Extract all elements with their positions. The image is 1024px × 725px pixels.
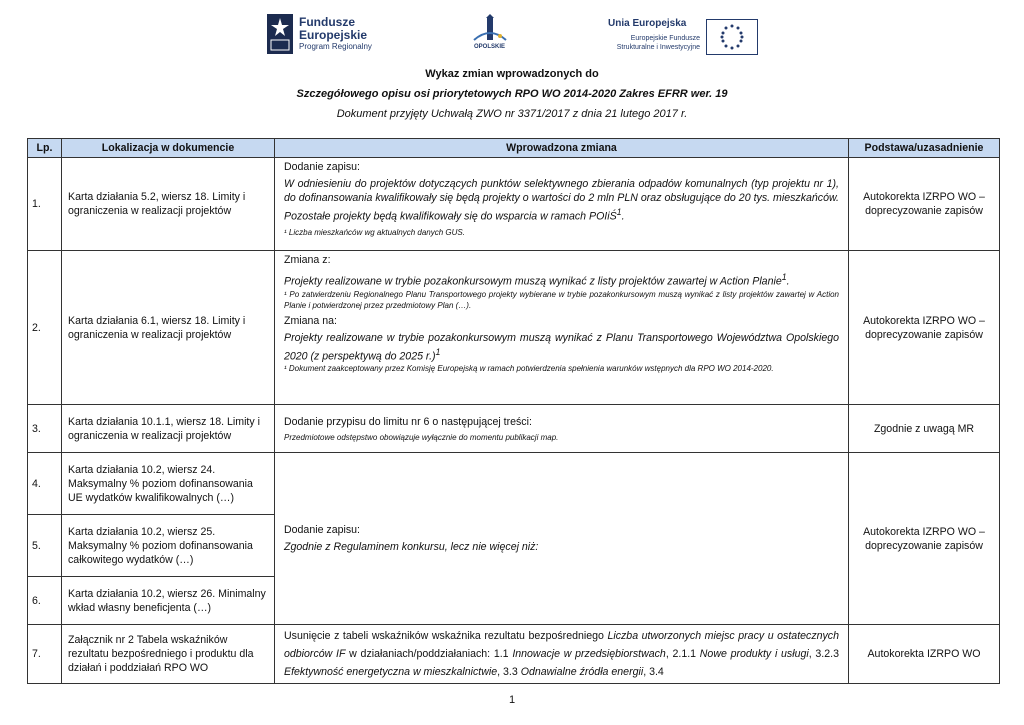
fundusze-europejskie-logo: [267, 14, 387, 60]
row-lp: 7.: [28, 625, 62, 684]
change-to-head: Zmiana na:: [284, 314, 337, 327]
change-from-head: Zmiana z:: [284, 254, 331, 266]
document-titles: [0, 68, 1024, 120]
row-location: Karta działania 10.2, wiersz 25. Maksymalny % poziom dofinansowania całkowitego wydatków (…): [62, 515, 275, 577]
row-basis: Autokorekta IZRPO WO: [849, 625, 1000, 684]
row-basis: Autokorekta IZRPO WO – doprecyzowanie zapisów: [849, 158, 1000, 251]
changes-table: [27, 138, 1000, 684]
row-lp: 3.: [28, 405, 62, 453]
table-row: [28, 158, 1000, 251]
change-body: W odniesieniu do projektów dotyczących punktów selektywnego zbierania odpadów komunalnych (typ projektu nr 1), do dofinansowania kwalifikowały się będą projekty o wartości do 2 mln PLN oraz obsługujące do 20 tys. mieszkańców. Pozostałe projekty będą kwalifikowały się do wsparcia w ramach POIiŚ$^1$.: [284, 178, 839, 223]
row-location: Karta działania 5.2, wiersz 18. Limity i ograniczenia w realizacji projektów: [62, 158, 275, 251]
row-location: Karta działania 6.1, wiersz 18. Limity i ograniczenia w realizacji projektów: [62, 251, 275, 405]
col-basis: Podstawa/uzasadnienie: [849, 139, 1000, 158]
table-header-row: [28, 139, 1000, 158]
fe-line1: Fundusze: [299, 15, 355, 29]
fe-star-icon: [267, 14, 293, 54]
row-change: Usunięcie z tabeli wskaźników wskaźnika rezultatu bezpośredniego Liczba utworzonych miejsc pracy u ostatecznych odbiorców IF w działaniach/poddziałaniach: 1.1 Innowacje w przedsiębiorstwach, 2.1.1 Nowe produkty i usługi, 3.2.3 Efektywność energetyczna w mieszkalnictwie, 3.3 Odnawialne źródła energii, 3.4: [275, 625, 849, 684]
row-location: Załącznik nr 2 Tabela wskaźników rezultatu bezpośredniego i produktu dla działań i poddziałań RPO WO: [62, 625, 275, 684]
fe-line3: Program Regionalny: [299, 42, 372, 51]
opolskie-logo: [458, 14, 522, 60]
row-lp: 6.: [28, 577, 62, 625]
row-basis: Autokorekta IZRPO WO – doprecyzowanie zapisów: [849, 251, 1000, 405]
row-change: [275, 405, 849, 453]
row-location: Karta działania 10.2, wiersz 24. Maksymalny % poziom dofinansowania UE wydatków kwalifikowalnych (…): [62, 453, 275, 515]
table-row: [28, 405, 1000, 453]
col-location: Lokalizacja w dokumencie: [62, 139, 275, 158]
row-change: [275, 251, 849, 405]
row-lp: 5.: [28, 515, 62, 577]
change-from-body: Projekty realizowane w trybie pozakonkursowym muszą wynikać z listy projektów zawartej w Action Planie$^1$.: [284, 272, 790, 288]
ue-sub1: Europejskie Fundusze: [630, 35, 700, 42]
table-row: [28, 453, 1000, 515]
change-body: Zgodnie z Regulaminem konkursu, lecz nie więcej niż:: [284, 541, 539, 553]
table-row: [28, 625, 1000, 684]
opolskie-tower-icon: [470, 14, 510, 44]
page-number: 1: [508, 694, 516, 706]
row-lp: 1.: [28, 158, 62, 251]
row-lp: 4.: [28, 453, 62, 515]
col-change: Wprowadzona zmiana: [275, 139, 849, 158]
change-from-note: ¹ Po zatwierdzeniu Regionalnego Planu Transportowego projekty wybierane w trybie pozakonkursowym muszą wynikać z listy projektów zawartej w Action Planie i potwierdzonej przez przedmiotowy Plan (…).: [284, 289, 839, 310]
change-to-note: ¹ Dokument zaakceptowany przez Komisję Europejską w ramach potwierdzenia spełnienia warunków wstępnych dla RPO WO 2014-2020.: [284, 364, 774, 374]
opolskie-text: OPOLSKIE: [474, 44, 506, 50]
change-head: Dodanie przypisu do limitu nr 6 o następującej treści:: [284, 415, 532, 428]
row-location: Karta działania 10.1.1, wiersz 18. Limity i ograniczenia w realizacji projektów: [62, 405, 275, 453]
ue-sub2: Strukturalne i Inwestycyjne: [616, 44, 700, 51]
row-lp: 2.: [28, 251, 62, 405]
col-lp: Lp.: [28, 139, 62, 158]
change-to-body: Projekty realizowane w trybie pozakonkursowym muszą wynikać z Planu Transportowego Województwa Opolskiego 2020 (z perspektywą do 2025 r.)$^1$: [284, 331, 839, 363]
merged-change: [275, 453, 849, 625]
merged-basis: Autokorekta IZRPO WO – doprecyzowanie zapisów: [849, 453, 1000, 625]
change-head: Dodanie zapisu:: [284, 524, 360, 536]
change-head: Dodanie zapisu:: [284, 161, 360, 173]
title-line2: Szczegółowego opisu osi priorytetowych RPO WO 2014-2020 Zakres EFRR wer. 19: [296, 88, 728, 100]
eu-flag-icon: [706, 19, 758, 55]
row-basis: Zgodnie z uwagą MR: [849, 405, 1000, 453]
logo-bar: [0, 12, 1024, 62]
change-body: Przedmiotowe odstępstwo obowiązuje wyłącznie do momentu publikacji map.: [284, 432, 559, 442]
row-change: [275, 158, 849, 251]
title-line1: Wykaz zmian wprowadzonych do: [425, 68, 599, 80]
change-footnote: ¹ Liczba mieszkańców wg aktualnych danych GUS.: [284, 227, 465, 237]
unia-europejska-logo: [598, 16, 758, 60]
ue-title: Unia Europejska: [608, 18, 687, 29]
row-location: Karta działania 10.2, wiersz 26. Minimalny wkład własny beneficjenta (…): [62, 577, 275, 625]
fe-line2: Europejskie: [299, 28, 368, 42]
table-row: [28, 251, 1000, 405]
title-line3: Dokument przyjęty Uchwałą ZWO nr 3371/2017 z dnia 21 lutego 2017 r.: [336, 108, 688, 120]
